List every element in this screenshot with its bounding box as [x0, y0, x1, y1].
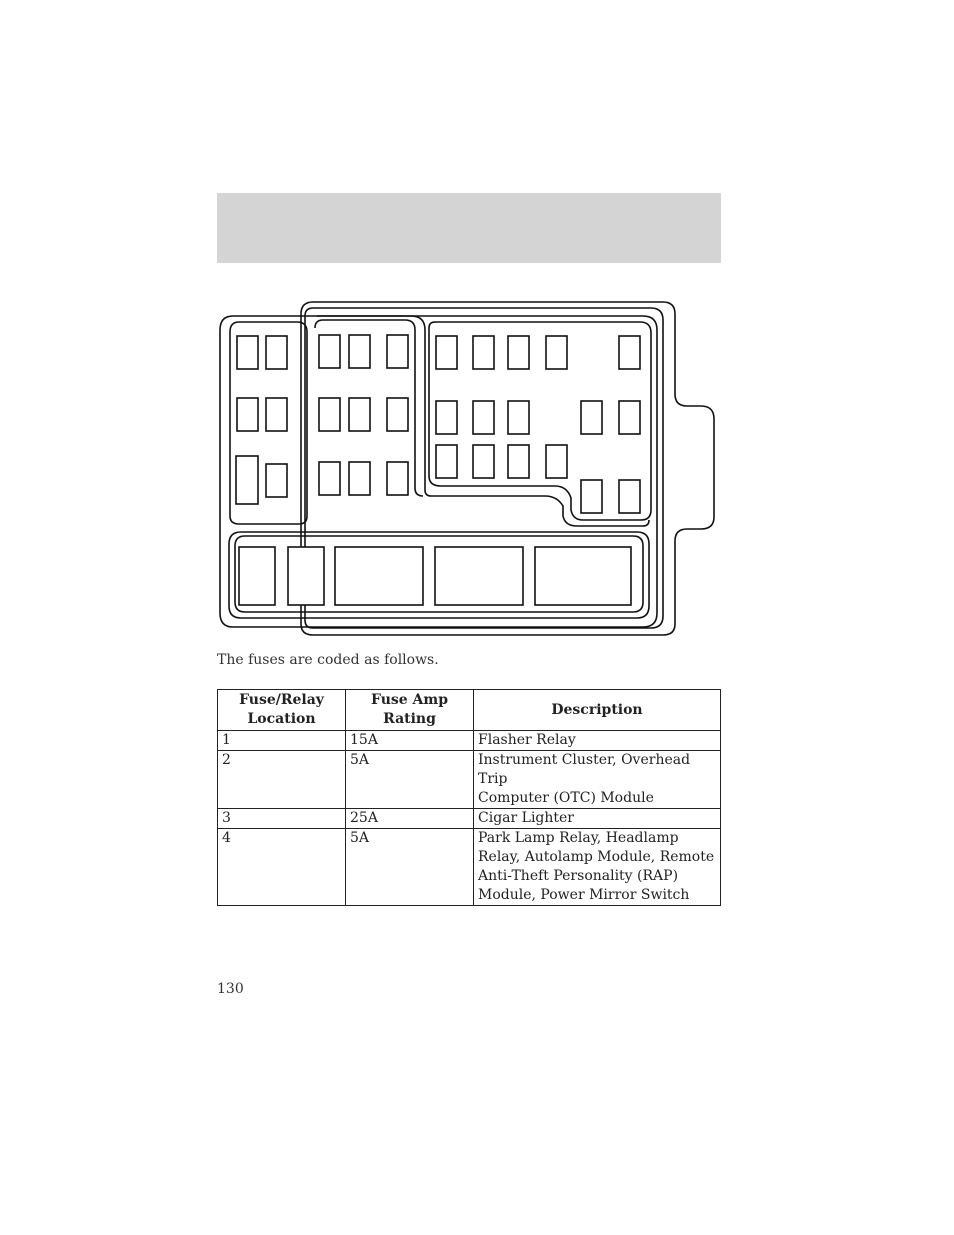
fuse-slot [319, 335, 340, 368]
fuse-slot [237, 336, 258, 369]
fuse-slot [236, 456, 258, 504]
cell-location: 2 [218, 751, 346, 809]
page-number: 130 [217, 981, 244, 997]
cell-rating: 15A [346, 731, 474, 751]
fuse-panel-diagram [215, 298, 720, 640]
cell-rating: 5A [346, 751, 474, 809]
cell-description: Cigar Lighter [474, 809, 721, 829]
relay-slot [288, 547, 324, 605]
fuse-slot [349, 335, 370, 368]
intro-text: The fuses are coded as follows. [217, 652, 439, 668]
fuse-slot [546, 445, 567, 478]
table-header-row [218, 690, 721, 731]
fuse-slot [473, 336, 494, 369]
fuse-slot [319, 462, 340, 495]
relay-slot [239, 547, 275, 605]
cell-description: Flasher Relay [474, 731, 721, 751]
header-rating: Fuse Amp Rating [346, 690, 474, 731]
table-row [218, 809, 721, 829]
table-row [218, 829, 721, 906]
header-location: Fuse/Relay Location [218, 690, 346, 731]
fuse-slot [546, 336, 567, 369]
relay-slot [535, 547, 631, 605]
fuse-slot [473, 445, 494, 478]
table-row [218, 751, 721, 809]
fuse-slot [508, 401, 529, 434]
cell-description: Instrument Cluster, Overhead Trip Computer (OTC) Module [474, 751, 721, 809]
section-header-band [217, 193, 721, 263]
cell-location: 3 [218, 809, 346, 829]
fuse-slot [436, 445, 457, 478]
cell-rating: 25A [346, 809, 474, 829]
fuse-slot [237, 398, 258, 431]
fuse-slot [319, 398, 340, 431]
fuse-slot [266, 464, 287, 497]
fuse-slot [387, 398, 408, 431]
cell-description: Park Lamp Relay, Headlamp Relay, Autolamp Module, Remote Anti-Theft Personality (RAP) Module, Power Mirror Switch [474, 829, 721, 906]
fuse-slot [436, 336, 457, 369]
header-description: Description [474, 690, 721, 731]
fuse-slot [387, 462, 408, 495]
relay-slot [435, 547, 523, 605]
right-fuse-block [429, 322, 651, 520]
fuse-slot [266, 336, 287, 369]
cell-location: 4 [218, 829, 346, 906]
relay-slot [335, 547, 423, 605]
fuse-slot [581, 480, 602, 513]
fuse-slot [508, 336, 529, 369]
fuse-table [217, 689, 721, 906]
fuse-slot [436, 401, 457, 434]
fuse-slot [266, 398, 287, 431]
fuse-slot [619, 480, 640, 513]
cell-location: 1 [218, 731, 346, 751]
table-row [218, 731, 721, 751]
fuse-slot [473, 401, 494, 434]
fuse-slot [349, 398, 370, 431]
fuse-slot [508, 445, 529, 478]
fuse-slot [349, 462, 370, 495]
cell-rating: 5A [346, 829, 474, 906]
fuse-slot [581, 401, 602, 434]
fuse-slot [619, 401, 640, 434]
fuse-slot [387, 335, 408, 368]
fuse-slot [619, 336, 640, 369]
